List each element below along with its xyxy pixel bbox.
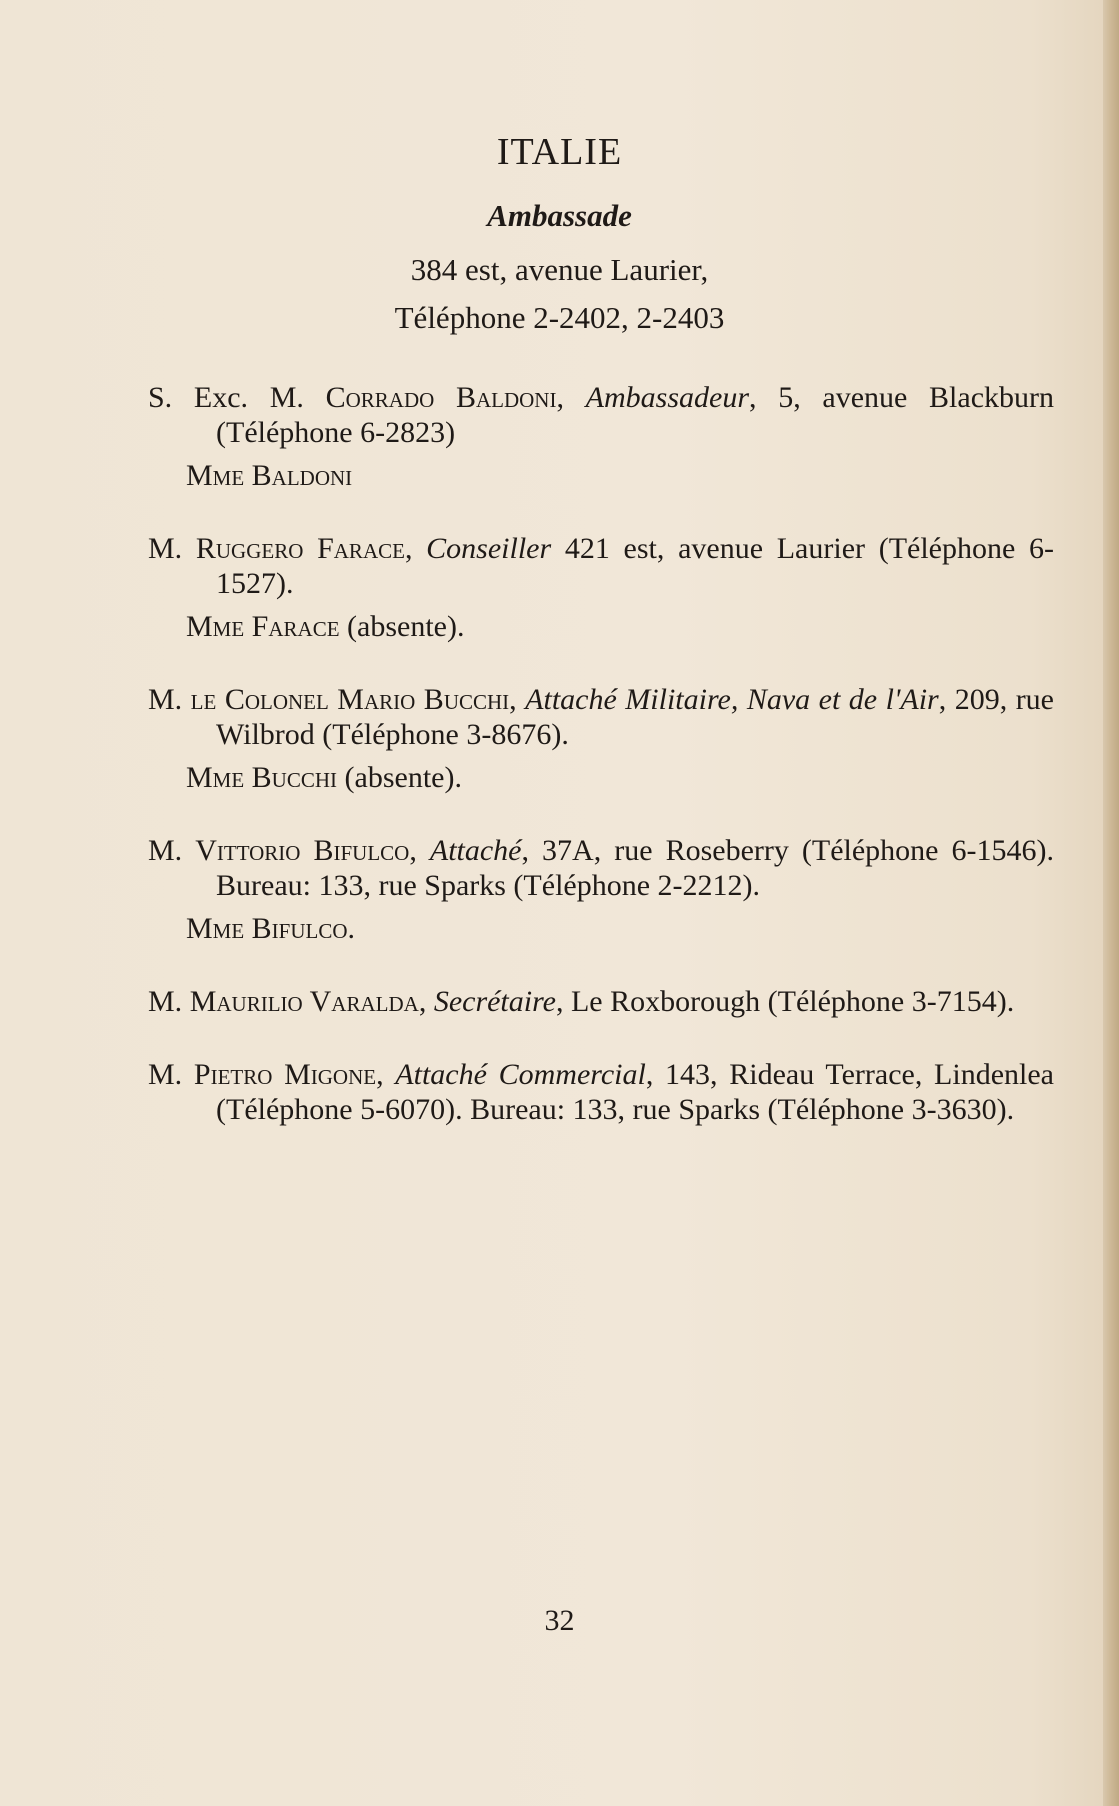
entry-title: Attaché Militaire, Nava et de l'Air [525, 683, 939, 716]
entry-separator: , [556, 381, 586, 414]
spouse-details: (absente). [337, 761, 462, 794]
staff-entry [148, 833, 1054, 903]
entry-separator: , [409, 834, 430, 867]
entry-separator: , [509, 683, 526, 716]
entry-prefix: S. Exc. M. [148, 381, 326, 414]
staff-entry [148, 531, 1054, 601]
entry-prefix: M. [148, 683, 191, 716]
spouse-name: Mme Bucchi [186, 761, 338, 794]
entry-details: , 143, Rideau Terrace, Lindenlea (Téléphone 5-6070). Bureau: 133, rue Sparks (Téléphone 3-3630). [216, 1058, 1054, 1126]
entry-name: Vittorio Bifulco [195, 834, 410, 867]
entry-title: Ambassadeur [585, 381, 750, 414]
embassy-address: 384 est, avenue Laurier, [410, 252, 709, 287]
entry-details: , 209, rue Wilbrod (Téléphone 3-8676). [216, 683, 1055, 751]
staff-entry [148, 682, 1054, 752]
entry-separator: , [376, 1058, 396, 1091]
entry-name: le Colonel Mario Bucchi [190, 683, 510, 716]
entry-name: Pietro Migone [193, 1058, 377, 1091]
entry-prefix: M. [148, 532, 196, 565]
entry-prefix: M. [148, 985, 190, 1018]
entry-title: Conseiller [426, 532, 552, 565]
spouse-name: Mme Farace [186, 610, 340, 643]
spouse-line [186, 760, 1054, 795]
spouse-line [186, 609, 1054, 644]
section-heading: Ambassade [487, 198, 632, 233]
embassy-telephone: Téléphone 2-2402, 2-2403 [394, 300, 725, 335]
staff-list [148, 380, 1054, 1127]
entry-prefix: M. [148, 834, 196, 867]
entry-details: , 5, avenue Blackburn (Téléphone 6-2823) [216, 381, 1055, 449]
entry-name: Ruggero Farace [195, 532, 405, 565]
entry-title: Attaché [429, 834, 522, 867]
spouse-line [186, 911, 1054, 946]
entry-separator: , [404, 532, 427, 565]
entry-separator: , [418, 985, 434, 1018]
entry-name: Maurilio Varalda [189, 985, 419, 1018]
spouse-name: Mme Baldoni [186, 459, 353, 492]
country-heading: ITALIE [496, 131, 623, 173]
entry-name: Corrado Baldoni [325, 381, 557, 414]
entry-title: Secrétaire [433, 985, 556, 1018]
staff-entry [148, 380, 1054, 450]
staff-entry [148, 984, 1054, 1019]
page-number: 32 [544, 1604, 575, 1637]
staff-entry [148, 1057, 1054, 1127]
entry-title: Attaché Commercial [395, 1058, 646, 1091]
entry-prefix: M. [148, 1058, 194, 1091]
spouse-details: (absente). [339, 610, 465, 643]
entry-details: 421 est, avenue Laurier (Téléphone 6-1527). [216, 532, 1054, 600]
spouse-name: Mme Bifulco [186, 912, 348, 945]
entry-details: , 37A, rue Roseberry (Téléphone 6-1546). Bureau: 133, rue Sparks (Téléphone 2-2212). [216, 834, 1054, 902]
spouse-details: . [347, 912, 356, 945]
entry-details: , Le Roxborough (Téléphone 3-7154). [555, 985, 1015, 1018]
spouse-line [186, 458, 1054, 493]
